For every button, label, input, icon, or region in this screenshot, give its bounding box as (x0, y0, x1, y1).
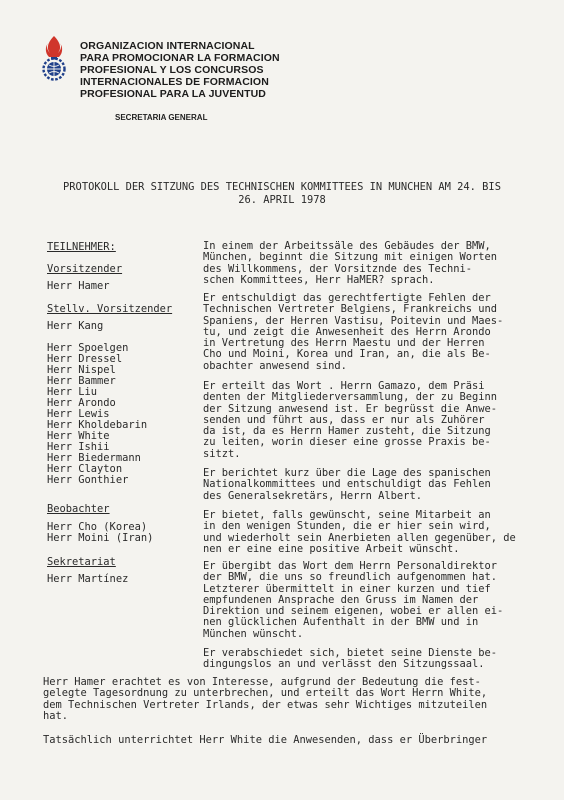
paragraph (203, 293, 503, 372)
paragraph (203, 381, 497, 460)
text-line: senden und führt aus, dass er nur als Zuhörer (203, 413, 485, 426)
org-name-line: INTERNACIONALES DE FORMACION (80, 76, 269, 88)
org-name-line: PROFESIONAL PARA LA JUVENTUD (80, 88, 266, 100)
text-line: Er erteilt das Wort . Herrn Gamazo, dem Präsi (203, 380, 485, 392)
paragraph (203, 468, 491, 502)
text-line: obachter anwesend sind. (203, 359, 347, 372)
paragraph (203, 648, 497, 671)
participant-name: Herr Clayton (47, 463, 123, 475)
text-line: hat. (43, 709, 69, 722)
participant-name: Herr Martínez (47, 573, 129, 585)
text-line: München wünscht. (203, 627, 304, 640)
participant-name: Herr Spoelgen (47, 342, 129, 354)
text-line: Er übergibt das Wort dem Herrn Personaldirektor (203, 560, 498, 572)
participant-name: Herr White (47, 430, 110, 442)
text-line: Direktion und seinem eigenen, wobei er allen ei- (203, 605, 504, 618)
participant-name: Herr Dressel (47, 353, 123, 365)
org-name-line: PROFESIONAL Y LOS CONCURSOS (80, 64, 264, 76)
participants-heading: TEILNEHMER: (47, 241, 116, 253)
text-line: tu, und zeigt die Anwesenheit des Herrn Arondo (203, 325, 491, 338)
text-line: da ist, da es Herrn Hamer zusteht, die Sitzung (203, 425, 491, 438)
org-name-line: PARA PROMOCIONAR LA FORMACION (80, 52, 280, 64)
participant-name: Herr Biedermann (47, 452, 141, 464)
participant-name: Herr Lewis (47, 408, 110, 420)
text-line: gelegte Tagesordnung zu unterbrechen, und erteilt das Wort Herrn White, (43, 687, 488, 700)
text-line: Cho und Moini, Korea und Iran, an, die als Be- (203, 348, 491, 361)
text-line: und wiederholt sein Anerbieten allen gegenüber, de (203, 531, 516, 544)
text-line: Nationalkommittees und entschuldigt das Fehlen (203, 478, 491, 491)
text-line: in den wenigen Stunden, die er hier sein wird, (203, 520, 491, 533)
secretaria-label: SECRETARIA GENERAL (115, 113, 208, 122)
document-title-line-2: 26. APRIL 1978 (238, 194, 326, 206)
text-line: zu leiten, worin dieser eine grosse Praxis be- (203, 436, 491, 449)
text-line: dem Technischen Vertreter Irlands, der etwas sehr Wichtiges mitzuteilen (43, 698, 488, 711)
text-line: dingungslos an und verlässt den Sitzungssaal. (203, 658, 485, 671)
paragraph (203, 561, 503, 640)
text-line: Spaniens, der Herren Vastisu, Poitevin und Maes- (203, 314, 504, 327)
text-line: des Generalsekretärs, Herrn Albert. (203, 489, 422, 502)
text-line: Er verabschiedet sich, bietet seine Dienste be- (203, 647, 498, 659)
participant-name: Herr Bammer (47, 375, 116, 387)
participant-name: Herr Kang (47, 320, 104, 332)
document-title-line-1: PROTOKOLL DER SITZUNG DES TECHNISCHEN KOMMITTEES IN MUNCHEN AM 24. BIS (63, 181, 501, 193)
section-heading: Stellv. Vorsitzender (47, 303, 173, 315)
text-line: des Willkommens, der Vorsitznde des Techni- (203, 262, 472, 275)
participant-name: Herr Arondo (47, 397, 116, 409)
participant-name: Herr Gonthier (47, 474, 129, 486)
text-line: Herr Hamer erachtet es von Interesse, aufgrund der Bedeutung die fest- (43, 676, 481, 688)
participant-name: Herr Cho (Korea) (47, 521, 148, 533)
participant-name: Herr Kholdebarin (47, 419, 148, 431)
text-line: sitzt. (203, 447, 241, 460)
text-line: denten der Mitgliederversammlung, der zu Beginn (203, 391, 498, 404)
paragraph (43, 677, 487, 722)
text-line: der Sitzung anwesend ist. Er begrüsst die Anwe- (203, 402, 498, 415)
text-line: Er entschuldigt das gerechtfertigte Fehlen der (203, 292, 491, 304)
participant-name: Herr Moini (Iran) (47, 532, 154, 544)
text-line: Tatsächlich unterrichtet Herr White die Anwesenden, dass er Überbringer (43, 734, 488, 746)
participant-name: Herr Liu (47, 386, 98, 398)
paragraph (203, 510, 516, 555)
text-line: nen er eine eine positive Arbeit wünscht. (203, 542, 460, 555)
paragraph (203, 241, 497, 286)
section-heading: Sekretariat (47, 556, 116, 568)
participant-name: Herr Nispel (47, 364, 116, 376)
text-line: Letzterer übermittelt in einer kurzen und tief (203, 582, 491, 595)
text-line: Er bietet, falls gewünscht, seine Mitarbeit an (203, 509, 491, 521)
text-line: in Vertretung des Herrn Maestu und der Herren (203, 337, 485, 350)
section-heading: Beobachter (47, 503, 110, 515)
text-line: empfundenen Ansprache den Gruss im Namen der (203, 593, 479, 606)
participant-name: Herr Ishii (47, 441, 110, 453)
text-line: München, beginnt die Sitzung mit einigen Worten (203, 251, 498, 264)
section-heading: Vorsitzender (47, 263, 123, 275)
participant-name: Herr Hamer (47, 280, 110, 292)
organization-logo-icon (36, 34, 72, 84)
paragraph (43, 735, 487, 746)
text-line: schen Kommittees, Herr HaMER? sprach. (203, 273, 435, 286)
text-line: nen glücklichen Aufenthalt in der BMW und in (203, 616, 479, 629)
text-line: Er berichtet kurz über die Lage des spanischen (203, 467, 491, 479)
text-line: Technischen Vertreter Belgiens, Frankreichs und (203, 303, 498, 316)
text-line: der BMW, die uns so freundlich aufgenommen hat. (203, 571, 498, 584)
org-name-line: ORGANIZACION INTERNACIONAL (80, 40, 255, 52)
text-line: In einem der Arbeitssäle des Gebäudes der BMW, (203, 240, 491, 252)
